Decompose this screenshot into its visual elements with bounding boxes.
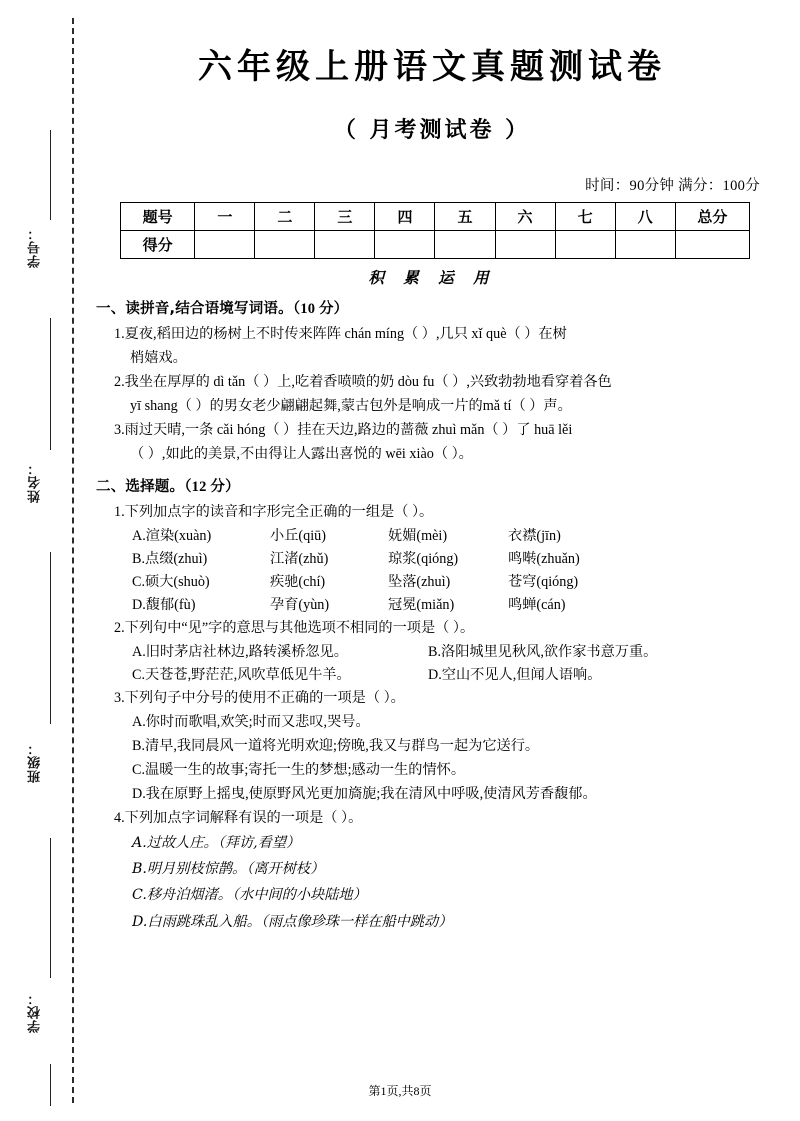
margin-label-school: 学校： bbox=[28, 991, 43, 1033]
option-a-item-4: 衣襟(jīn) bbox=[508, 528, 561, 545]
exam-content bbox=[96, 0, 768, 1121]
table-row-score bbox=[121, 231, 750, 259]
option-b-item-1: B.点缀(zhuì) bbox=[132, 551, 208, 568]
question-2-3-option-c[interactable]: C.温暖一生的故事;寄托一生的梦想;感动一生的情怀。 bbox=[132, 762, 466, 779]
col-header-2: 二 bbox=[255, 203, 315, 231]
score-cell-8[interactable] bbox=[615, 231, 675, 259]
row-header-question-no: 题号 bbox=[121, 203, 195, 231]
col-header-7: 七 bbox=[555, 203, 615, 231]
score-cell-6[interactable] bbox=[495, 231, 555, 259]
question-2-3-stem: 3.下列句子中分号的使用不正确的一项是（ ）。 bbox=[114, 690, 405, 707]
question-1-3-line1: 3.雨过天晴,一条 cǎi hóng（ ）挂在天边,路边的蔷薇 zhuì mǎn（ ）了 huā lěi bbox=[114, 422, 573, 439]
question-1-2-line2: yī shang（ ）的男女老少翩翩起舞,蒙古包外是响成一片的mǎ tí（ ）声。 bbox=[130, 398, 572, 415]
section-two-title: 二、选择题。 bbox=[96, 479, 185, 496]
question-2-4-stem: 4.下列加点字词解释有误的一项是（ ）。 bbox=[114, 810, 363, 827]
col-header-8: 八 bbox=[615, 203, 675, 231]
section-two-points: （12 分） bbox=[184, 479, 240, 496]
question-2-1-option-b[interactable] bbox=[132, 548, 768, 571]
option-d-item-3: 冠冕(miǎn) bbox=[388, 597, 455, 614]
section-one bbox=[96, 297, 768, 466]
question-2-4-option-b[interactable]: B.明月别枝惊鹊。（离开树枝） bbox=[132, 861, 325, 878]
row-header-score: 得分 bbox=[121, 231, 195, 259]
col-header-1: 一 bbox=[195, 203, 255, 231]
col-header-total: 总分 bbox=[675, 203, 749, 231]
score-cell-1[interactable] bbox=[195, 231, 255, 259]
col-header-5: 五 bbox=[435, 203, 495, 231]
question-1-1-line2: 梢嬉戏。 bbox=[130, 350, 187, 367]
question-2-1-option-c[interactable] bbox=[132, 571, 768, 594]
question-2-2-option-d[interactable]: D.空山不见人,但闻人语响。 bbox=[428, 667, 602, 684]
question-2-2-option-row-1 bbox=[132, 641, 768, 664]
page-subtitle: （ 月考测试卷 ） bbox=[333, 118, 531, 144]
section-banner: 积 累 运 用 bbox=[368, 268, 496, 288]
question-2-1-option-a[interactable] bbox=[132, 525, 768, 548]
table-row-header bbox=[121, 203, 750, 231]
score-cell-total[interactable] bbox=[675, 231, 749, 259]
option-c-item-1: C.硕大(shuò) bbox=[132, 574, 210, 591]
option-b-item-4: 鸣啭(zhuǎn) bbox=[508, 551, 580, 568]
exam-meta: 时间：90分钟 满分：100分 bbox=[585, 178, 760, 195]
col-header-4: 四 bbox=[375, 203, 435, 231]
score-cell-4[interactable] bbox=[375, 231, 435, 259]
section-one-points: （10 分） bbox=[292, 301, 349, 318]
question-1-1-line1: 1.夏夜,稻田边的杨树上不时传来阵阵 chán míng（ ）,几只 xǐ què（ ）在树 bbox=[114, 326, 567, 343]
question-2-4-option-a[interactable]: A.过故人庄。（拜访,看望） bbox=[132, 835, 301, 852]
margin-rule-2 bbox=[50, 318, 51, 450]
page-footer: 第1页,共8页 bbox=[368, 1084, 432, 1098]
option-b-item-2: 江渚(zhǔ) bbox=[270, 551, 329, 568]
option-d-item-4: 鸣蝉(cán) bbox=[508, 597, 566, 614]
question-2-3-option-b[interactable]: B.清早,我同晨风一道将光明欢迎;傍晚,我又与群鸟一起为它送行。 bbox=[132, 738, 540, 755]
option-b-item-3: 琼浆(qióng) bbox=[388, 551, 459, 568]
option-c-item-3: 坠落(zhuì) bbox=[388, 574, 451, 591]
margin-label-name: 姓名： bbox=[28, 461, 43, 503]
question-2-2-option-row-2 bbox=[132, 664, 768, 687]
col-header-3: 三 bbox=[315, 203, 375, 231]
question-2-3-option-a[interactable]: A.你时而歌唱,欢笑;时而又悲叹,哭号。 bbox=[132, 714, 370, 731]
score-cell-5[interactable] bbox=[435, 231, 495, 259]
option-a-item-3: 妩媚(mèi) bbox=[388, 528, 448, 545]
section-one-heading bbox=[96, 297, 768, 318]
question-2-2-option-b[interactable]: B.洛阳城里见秋风,欲作家书意万重。 bbox=[428, 644, 658, 661]
student-info-margin bbox=[0, 0, 72, 1121]
margin-label-student-id: 学号： bbox=[28, 226, 43, 268]
margin-rule-3 bbox=[50, 552, 51, 724]
question-2-2-option-c[interactable]: C.天苍苍,野茫茫,风吹草低见牛羊。 bbox=[132, 667, 351, 684]
option-a-item-2: 小丘(qiū) bbox=[270, 528, 326, 545]
col-header-6: 六 bbox=[495, 203, 555, 231]
score-cell-3[interactable] bbox=[315, 231, 375, 259]
question-2-4-option-d[interactable]: D.白雨跳珠乱入船。（雨点像珍珠一样在船中跳动） bbox=[132, 913, 453, 930]
option-a-item-1: A.渲染(xuàn) bbox=[132, 528, 212, 545]
question-2-4-option-c[interactable]: C.移舟泊烟渚。（水中间的小块陆地） bbox=[132, 887, 367, 904]
option-d-item-1: D.馥郁(fù) bbox=[132, 597, 196, 614]
section-two bbox=[96, 475, 768, 934]
margin-rule-4 bbox=[50, 838, 51, 978]
section-two-heading bbox=[96, 475, 768, 496]
margin-label-class: 班级： bbox=[28, 741, 43, 783]
margin-rule-1 bbox=[50, 130, 51, 220]
score-cell-7[interactable] bbox=[555, 231, 615, 259]
score-table bbox=[120, 202, 750, 259]
question-2-2-option-a[interactable]: A.旧时茅店社林边,路转溪桥忽见。 bbox=[132, 644, 348, 661]
dashed-cut-line bbox=[72, 18, 74, 1103]
question-1-2-line1: 2.我坐在厚厚的 dì tǎn（ ）上,吃着香喷喷的奶 dòu fu（ ）,兴致勃勃地看穿着各色 bbox=[114, 374, 612, 391]
score-cell-2[interactable] bbox=[255, 231, 315, 259]
option-c-item-2: 疾驰(chí) bbox=[270, 574, 326, 591]
question-2-1-stem: 1.下列加点字的读音和字形完全正确的一组是（ ）。 bbox=[114, 504, 434, 521]
page-title: 六年级上册语文真题测试卷 bbox=[198, 47, 666, 87]
section-one-title: 一、读拼音,结合语境写词语。 bbox=[96, 301, 293, 318]
question-1-3-line2: （ ）,如此的美景,不由得让人露出喜悦的 wēi xiào（ ）。 bbox=[130, 446, 473, 463]
option-c-item-4: 苍穹(qióng) bbox=[508, 574, 579, 591]
question-2-1-option-d[interactable] bbox=[132, 594, 768, 617]
question-2-2-stem: 2.下列句中“见”字的意思与其他选项不相同的一项是（ ）。 bbox=[114, 620, 475, 637]
question-2-3-option-d[interactable]: D.我在原野上摇曳,使原野风光更加旖旎;我在清风中呼吸,使清风芳香馥郁。 bbox=[132, 786, 597, 803]
option-d-item-2: 孕育(yùn) bbox=[270, 597, 330, 614]
